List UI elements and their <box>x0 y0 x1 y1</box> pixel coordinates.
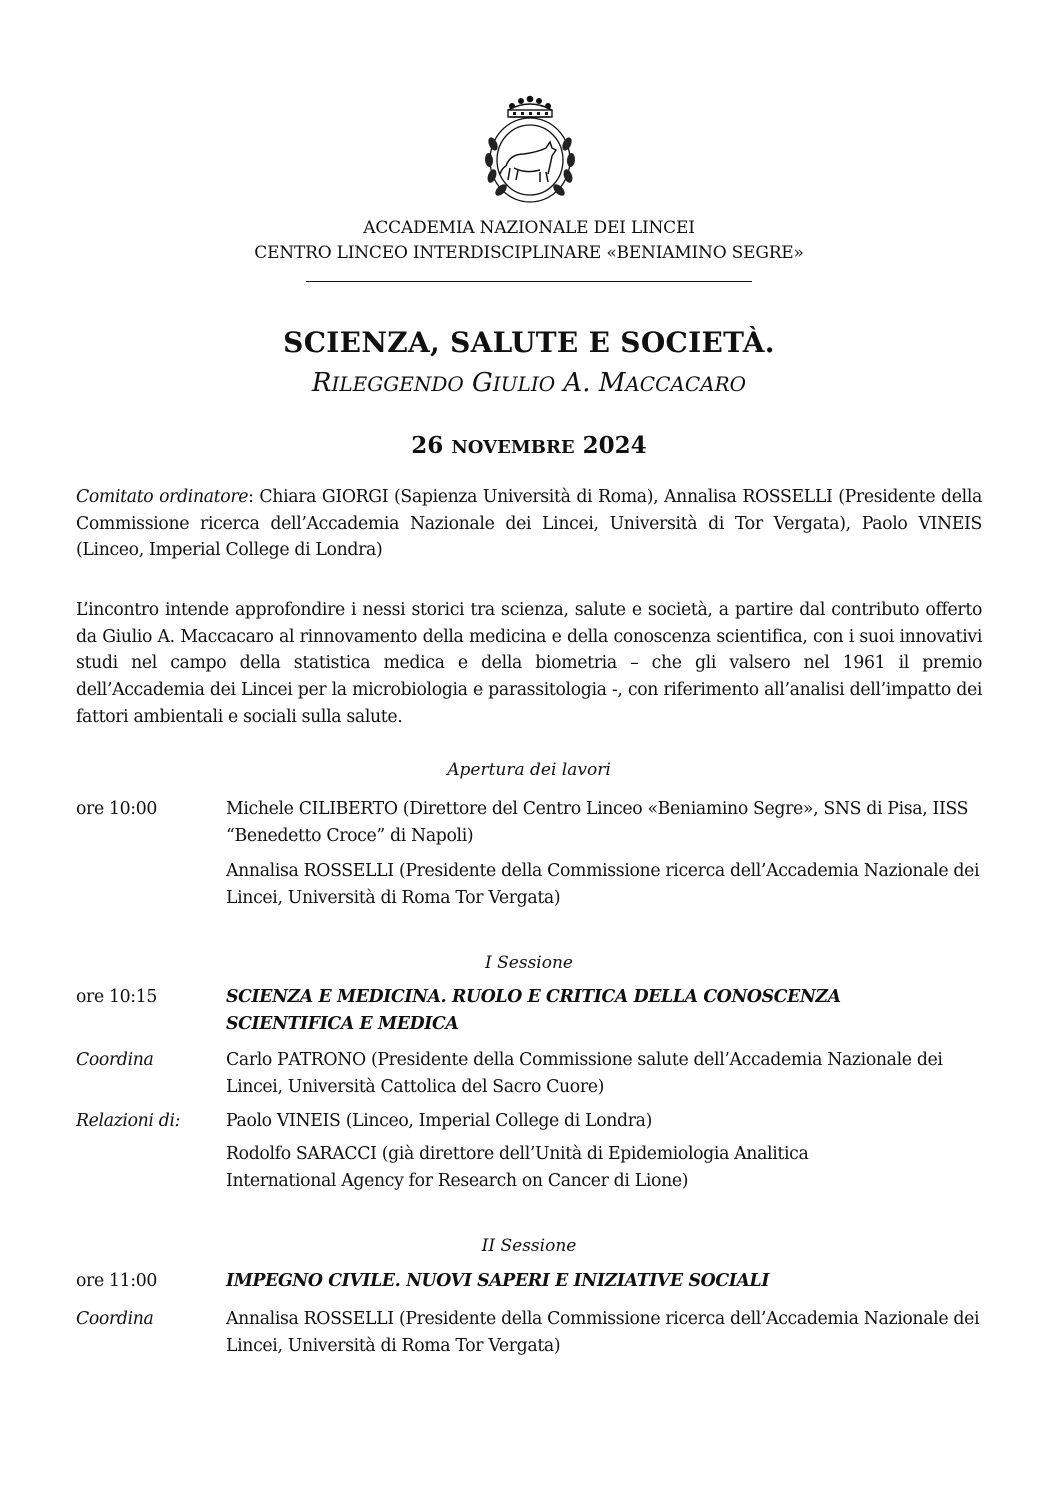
speaker-entry: Paolo VINEIS (Linceo, Imperial College di Londra) <box>226 1111 653 1131</box>
divider <box>306 281 752 282</box>
time-label: ore 11:00 <box>76 1271 158 1291</box>
intro-paragraph: L’incontro intende approfondire i nessi storici tra scienza, salute e società, a partire dal contributo offerto da Giulio A. Maccacaro al rinnovamento della medicina e della conoscenza scientifica, con i suoi innovativi studi nel campo della statistica medica e della biometria – che gli valsero nel 1961 il premio dell’Accademia dei Lincei per la microbiologia e parassitologia -, con riferimento all’analisi dell’impatto dei fattori ambientali e sociali sulla salute. <box>76 600 982 727</box>
session-topic: IMPEGNO CIVILE. NUOVI SAPERI E INIZIATIVE SOCIALI <box>226 1271 770 1291</box>
academy-emblem-icon <box>468 84 592 208</box>
time-label: ore 10:00 <box>76 799 158 819</box>
role-label: Relazioni di: <box>76 1111 181 1131</box>
page-subtitle: RILEGGENDO GIULIO A. MACCACARO <box>311 368 747 398</box>
page-title: SCIENZA, SALUTE E SOCIETÀ. <box>283 326 775 359</box>
role-label: Coordina <box>76 1050 154 1070</box>
section-heading-opening: Apertura dei lavori <box>447 760 611 780</box>
committee-label: Comitato ordinatore <box>76 487 249 507</box>
speaker-entry: Carlo PATRONO (Presidente della Commissione salute dell’Accademia Nazionale dei Lincei, Università Cattolica del Sacro Cuore) <box>226 1050 943 1097</box>
organizing-committee: Comitato ordinatore: Chiara GIORGI (Sapienza Università di Roma), Annalisa ROSSELLI (Presidente della Commissione ricerca dell’Accademia Nazionale dei Lincei, Università di Tor Vergata), Paolo VINEIS (Linceo, Imperial College di Londra) <box>76 487 982 561</box>
speaker-entry: Annalisa ROSSELLI (Presidente della Commissione ricerca dell’Accademia Nazionale dei Lincei, Università di Roma Tor Vergata) <box>226 1309 980 1356</box>
speaker-entry: Annalisa ROSSELLI (Presidente della Commissione ricerca dell’Accademia Nazionale dei Lincei, Università di Roma Tor Vergata) <box>226 861 980 908</box>
time-label: ore 10:15 <box>76 987 158 1007</box>
academy-name: ACCADEMIA NAZIONALE DEI LINCEI <box>363 218 695 238</box>
section-heading-session-2: II Sessione <box>481 1236 577 1256</box>
session-topic: SCIENZA E MEDICINA. RUOLO E CRITICA DELLA CONOSCENZA SCIENTIFICA E MEDICA <box>226 987 841 1034</box>
centre-name: CENTRO LINCEO INTERDISCIPLINARE «BENIAMINO SEGRE» <box>254 243 804 263</box>
role-label: Coordina <box>76 1309 154 1329</box>
speaker-entry: Rodolfo SARACCI (già direttore dell’Unità di Epidemiologia Analitica International Agency for Research on Cancer di Lione) <box>226 1144 809 1191</box>
section-heading-session-1: I Sessione <box>485 953 573 973</box>
speaker-entry: Michele CILIBERTO (Direttore del Centro Linceo «Beniamino Segre», SNS di Pisa, IISS “Benedetto Croce” di Napoli) <box>226 799 969 846</box>
event-date: 26 NOVEMBRE 2024 <box>411 432 647 459</box>
